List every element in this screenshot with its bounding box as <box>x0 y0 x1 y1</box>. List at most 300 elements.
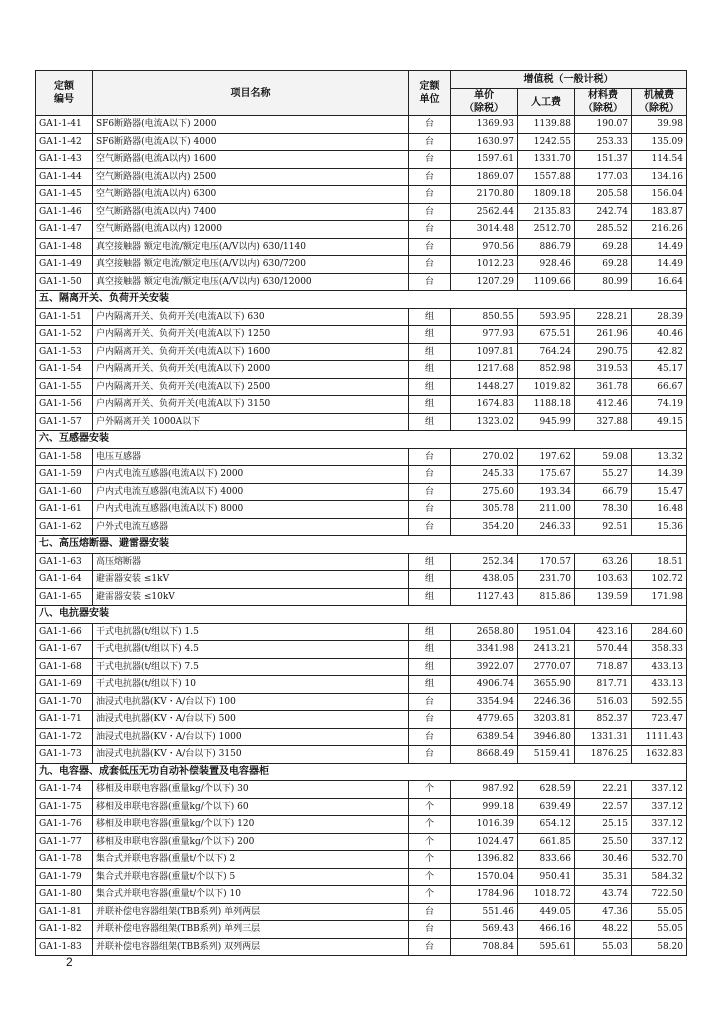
cell-name: 户内式电流互感器(电流A以下) 2000 <box>93 466 409 484</box>
cell-code: GA1-1-47 <box>36 221 93 239</box>
cell-unit: 组 <box>409 343 451 361</box>
section-title: 六、互感器安装 <box>36 431 687 449</box>
cell-code: GA1-1-62 <box>36 518 93 536</box>
cell-machine: 39.98 <box>632 116 687 134</box>
cell-machine: 1632.83 <box>632 746 687 764</box>
cell-machine: 49.15 <box>632 413 687 431</box>
cell-labor: 2135.83 <box>518 203 575 221</box>
cell-unit: 台 <box>409 203 451 221</box>
cell-price: 2170.80 <box>451 186 518 204</box>
cell-material: 177.03 <box>575 168 632 186</box>
cell-code: GA1-1-68 <box>36 658 93 676</box>
cell-material: 69.28 <box>575 256 632 274</box>
cell-price: 1097.81 <box>451 343 518 361</box>
header-material: 材料费 （除税） <box>575 89 632 116</box>
cell-machine: 28.39 <box>632 308 687 326</box>
cell-machine: 114.54 <box>632 151 687 169</box>
table-row <box>36 238 687 256</box>
table-row <box>36 518 687 536</box>
cell-material: 55.03 <box>575 938 632 956</box>
cell-material: 285.52 <box>575 221 632 239</box>
cell-labor: 175.67 <box>518 466 575 484</box>
cell-labor: 1139.88 <box>518 116 575 134</box>
cell-code: GA1-1-78 <box>36 851 93 869</box>
cell-labor: 3655.90 <box>518 676 575 694</box>
cell-labor: 1242.55 <box>518 133 575 151</box>
table-row <box>36 378 687 396</box>
cell-material: 59.08 <box>575 448 632 466</box>
table-row <box>36 151 687 169</box>
cell-machine: 171.98 <box>632 588 687 606</box>
cell-price: 970.56 <box>451 238 518 256</box>
section-row <box>36 606 687 624</box>
cell-unit: 组 <box>409 308 451 326</box>
cell-price: 1630.97 <box>451 133 518 151</box>
cell-labor: 654.12 <box>518 816 575 834</box>
cell-machine: 14.49 <box>632 256 687 274</box>
cell-machine: 723.47 <box>632 711 687 729</box>
cell-labor: 886.79 <box>518 238 575 256</box>
cell-name: 油浸式电抗器(KV・A/台以下) 3150 <box>93 746 409 764</box>
cell-labor: 639.49 <box>518 798 575 816</box>
cell-material: 47.36 <box>575 903 632 921</box>
table-row <box>36 903 687 921</box>
table-body <box>36 116 687 956</box>
cell-machine: 337.12 <box>632 833 687 851</box>
table-row <box>36 256 687 274</box>
cell-code: GA1-1-75 <box>36 798 93 816</box>
cell-unit: 组 <box>409 571 451 589</box>
cell-material: 55.27 <box>575 466 632 484</box>
cell-price: 1674.83 <box>451 396 518 414</box>
cell-labor: 170.57 <box>518 553 575 571</box>
table-row <box>36 221 687 239</box>
cell-unit: 组 <box>409 641 451 659</box>
table-row <box>36 186 687 204</box>
cell-material: 412.46 <box>575 396 632 414</box>
cell-code: GA1-1-65 <box>36 588 93 606</box>
cell-machine: 42.82 <box>632 343 687 361</box>
cell-material: 103.63 <box>575 571 632 589</box>
table-row <box>36 886 687 904</box>
section-title: 七、高压熔断器、避雷器安装 <box>36 536 687 554</box>
cell-price: 6389.54 <box>451 728 518 746</box>
cell-machine: 135.09 <box>632 133 687 151</box>
cell-unit: 台 <box>409 186 451 204</box>
cell-name: 户内式电流互感器(电流A以下) 4000 <box>93 483 409 501</box>
cell-code: GA1-1-73 <box>36 746 93 764</box>
cell-unit: 组 <box>409 676 451 694</box>
cell-machine: 1111.43 <box>632 728 687 746</box>
cell-code: GA1-1-79 <box>36 868 93 886</box>
cell-labor: 1018.72 <box>518 886 575 904</box>
cell-material: 516.03 <box>575 693 632 711</box>
cell-machine: 66.67 <box>632 378 687 396</box>
cell-price: 1323.02 <box>451 413 518 431</box>
cell-unit: 个 <box>409 868 451 886</box>
cell-name: 户内隔离开关、负荷开关(电流A以下) 1600 <box>93 343 409 361</box>
section-row <box>36 763 687 781</box>
cell-labor: 628.59 <box>518 781 575 799</box>
table-row <box>36 588 687 606</box>
table-row <box>36 921 687 939</box>
cell-price: 305.78 <box>451 501 518 519</box>
table-row <box>36 466 687 484</box>
cell-code: GA1-1-54 <box>36 361 93 379</box>
header-name: 项目名称 <box>93 71 409 116</box>
cell-code: GA1-1-44 <box>36 168 93 186</box>
cell-name: 避雷器安装 ≤10kV <box>93 588 409 606</box>
cell-labor: 193.34 <box>518 483 575 501</box>
cell-unit: 组 <box>409 396 451 414</box>
cell-code: GA1-1-67 <box>36 641 93 659</box>
cell-labor: 675.51 <box>518 326 575 344</box>
cell-labor: 764.24 <box>518 343 575 361</box>
cell-code: GA1-1-56 <box>36 396 93 414</box>
cell-unit: 个 <box>409 798 451 816</box>
cell-name: 户内式电流互感器(电流A以下) 8000 <box>93 501 409 519</box>
cell-name: 高压熔断器 <box>93 553 409 571</box>
cell-code: GA1-1-71 <box>36 711 93 729</box>
cell-name: 真空接触器 额定电流/额定电压(A/V以内) 630/7200 <box>93 256 409 274</box>
cell-code: GA1-1-72 <box>36 728 93 746</box>
table-row <box>36 501 687 519</box>
cell-price: 3922.07 <box>451 658 518 676</box>
cell-machine: 74.19 <box>632 396 687 414</box>
cell-material: 852.37 <box>575 711 632 729</box>
cell-unit: 台 <box>409 116 451 134</box>
cell-labor: 595.61 <box>518 938 575 956</box>
cell-machine: 183.87 <box>632 203 687 221</box>
cell-unit: 台 <box>409 221 451 239</box>
cell-labor: 2246.36 <box>518 693 575 711</box>
cell-material: 253.33 <box>575 133 632 151</box>
cell-unit: 台 <box>409 151 451 169</box>
cell-name: 真空接触器 额定电流/额定电压(A/V以内) 630/12000 <box>93 273 409 291</box>
cell-unit: 台 <box>409 238 451 256</box>
table-header <box>36 71 687 116</box>
cell-price: 999.18 <box>451 798 518 816</box>
cell-code: GA1-1-81 <box>36 903 93 921</box>
cell-code: GA1-1-82 <box>36 921 93 939</box>
cell-unit: 台 <box>409 921 451 939</box>
cell-code: GA1-1-83 <box>36 938 93 956</box>
cell-name: 并联补偿电容器组架(TBB系列) 双列两层 <box>93 938 409 956</box>
table-row <box>36 133 687 151</box>
cell-machine: 216.26 <box>632 221 687 239</box>
cell-code: GA1-1-59 <box>36 466 93 484</box>
cell-name: 移相及串联电容器(重量kg/个以下) 120 <box>93 816 409 834</box>
cell-material: 69.28 <box>575 238 632 256</box>
cell-labor: 231.70 <box>518 571 575 589</box>
cell-material: 25.50 <box>575 833 632 851</box>
cell-name: 集合式并联电容器(重量t/个以下) 2 <box>93 851 409 869</box>
cell-material: 22.57 <box>575 798 632 816</box>
cell-labor: 211.00 <box>518 501 575 519</box>
cell-unit: 台 <box>409 448 451 466</box>
section-title: 九、电容器、成套低压无功自动补偿装置及电容器柜 <box>36 763 687 781</box>
table-row <box>36 781 687 799</box>
table-row <box>36 798 687 816</box>
cell-price: 1012.23 <box>451 256 518 274</box>
cell-name: 并联补偿电容器组架(TBB系列) 单列两层 <box>93 903 409 921</box>
cell-machine: 15.36 <box>632 518 687 536</box>
cell-code: GA1-1-69 <box>36 676 93 694</box>
table-row <box>36 816 687 834</box>
cell-unit: 组 <box>409 413 451 431</box>
cell-material: 66.79 <box>575 483 632 501</box>
cell-name: 油浸式电抗器(KV・A/台以下) 500 <box>93 711 409 729</box>
header-code: 定额 编号 <box>36 71 93 116</box>
cell-unit: 台 <box>409 483 451 501</box>
cell-price: 4906.74 <box>451 676 518 694</box>
cell-name: 集合式并联电容器(重量t/个以下) 5 <box>93 868 409 886</box>
cell-price: 275.60 <box>451 483 518 501</box>
cell-name: 空气断路器(电流A以内) 6300 <box>93 186 409 204</box>
cell-name: 移相及串联电容器(重量kg/个以下) 60 <box>93 798 409 816</box>
cell-material: 92.51 <box>575 518 632 536</box>
cell-machine: 358.33 <box>632 641 687 659</box>
cell-labor: 1188.18 <box>518 396 575 414</box>
cell-name: SF6断路器(电流A以下) 2000 <box>93 116 409 134</box>
cell-code: GA1-1-49 <box>36 256 93 274</box>
cell-machine: 13.32 <box>632 448 687 466</box>
cell-unit: 组 <box>409 378 451 396</box>
cell-labor: 950.41 <box>518 868 575 886</box>
table-row <box>36 746 687 764</box>
section-row <box>36 536 687 554</box>
cell-code: GA1-1-41 <box>36 116 93 134</box>
table-row <box>36 711 687 729</box>
cell-unit: 组 <box>409 588 451 606</box>
table-row <box>36 833 687 851</box>
cell-machine: 58.20 <box>632 938 687 956</box>
table-row <box>36 361 687 379</box>
cell-machine: 14.39 <box>632 466 687 484</box>
cell-machine: 337.12 <box>632 798 687 816</box>
cell-labor: 1331.70 <box>518 151 575 169</box>
cell-machine: 16.48 <box>632 501 687 519</box>
cell-machine: 433.13 <box>632 676 687 694</box>
cell-machine: 337.12 <box>632 816 687 834</box>
cell-machine: 14.49 <box>632 238 687 256</box>
cell-price: 8668.49 <box>451 746 518 764</box>
cell-material: 319.53 <box>575 361 632 379</box>
cell-price: 1016.39 <box>451 816 518 834</box>
cell-unit: 台 <box>409 256 451 274</box>
table-row <box>36 676 687 694</box>
cell-price: 4779.65 <box>451 711 518 729</box>
cell-code: GA1-1-60 <box>36 483 93 501</box>
cell-price: 977.93 <box>451 326 518 344</box>
cell-unit: 组 <box>409 623 451 641</box>
cell-labor: 246.33 <box>518 518 575 536</box>
cell-machine: 55.05 <box>632 903 687 921</box>
cell-price: 1570.04 <box>451 868 518 886</box>
cell-unit: 台 <box>409 728 451 746</box>
cell-machine: 337.12 <box>632 781 687 799</box>
cell-price: 438.05 <box>451 571 518 589</box>
cell-price: 1127.43 <box>451 588 518 606</box>
cell-unit: 台 <box>409 693 451 711</box>
cell-labor: 833.66 <box>518 851 575 869</box>
cell-name: 油浸式电抗器(KV・A/台以下) 1000 <box>93 728 409 746</box>
cell-name: 干式电抗器(t/组以下) 7.5 <box>93 658 409 676</box>
header-tax-group: 增值税（一般计税） <box>451 71 687 89</box>
cell-unit: 台 <box>409 518 451 536</box>
cell-material: 25.15 <box>575 816 632 834</box>
cell-code: GA1-1-55 <box>36 378 93 396</box>
cell-labor: 466.16 <box>518 921 575 939</box>
cell-machine: 134.16 <box>632 168 687 186</box>
cell-unit: 台 <box>409 711 451 729</box>
cell-code: GA1-1-48 <box>36 238 93 256</box>
cell-price: 1217.68 <box>451 361 518 379</box>
cell-machine: 16.64 <box>632 273 687 291</box>
cell-code: GA1-1-77 <box>36 833 93 851</box>
cell-unit: 组 <box>409 553 451 571</box>
cell-price: 551.46 <box>451 903 518 921</box>
cell-machine: 592.55 <box>632 693 687 711</box>
cell-code: GA1-1-42 <box>36 133 93 151</box>
cell-material: 327.88 <box>575 413 632 431</box>
cell-code: GA1-1-64 <box>36 571 93 589</box>
cell-name: 集合式并联电容器(重量t/个以下) 10 <box>93 886 409 904</box>
page-number: 2 <box>66 955 73 969</box>
cell-unit: 台 <box>409 746 451 764</box>
cell-labor: 1951.04 <box>518 623 575 641</box>
cell-name: 并联补偿电容器组架(TBB系列) 单列三层 <box>93 921 409 939</box>
cell-code: GA1-1-80 <box>36 886 93 904</box>
cell-code: GA1-1-66 <box>36 623 93 641</box>
cell-material: 43.74 <box>575 886 632 904</box>
cell-unit: 台 <box>409 168 451 186</box>
cell-code: GA1-1-43 <box>36 151 93 169</box>
cell-name: 户外隔离开关 1000A以下 <box>93 413 409 431</box>
cell-price: 2658.80 <box>451 623 518 641</box>
cell-name: 干式电抗器(t/组以下) 10 <box>93 676 409 694</box>
cell-machine: 40.46 <box>632 326 687 344</box>
cell-labor: 197.62 <box>518 448 575 466</box>
cell-labor: 928.46 <box>518 256 575 274</box>
cell-labor: 852.98 <box>518 361 575 379</box>
table-row <box>36 168 687 186</box>
cell-machine: 18.51 <box>632 553 687 571</box>
table-row <box>36 553 687 571</box>
cell-material: 80.99 <box>575 273 632 291</box>
header-price: 单价 （除税） <box>451 89 518 116</box>
cell-name: 移相及串联电容器(重量kg/个以下) 30 <box>93 781 409 799</box>
cell-code: GA1-1-52 <box>36 326 93 344</box>
cell-price: 708.84 <box>451 938 518 956</box>
cell-material: 817.71 <box>575 676 632 694</box>
cell-labor: 2512.70 <box>518 221 575 239</box>
cell-name: 真空接触器 额定电流/额定电压(A/V以内) 630/1140 <box>93 238 409 256</box>
table-row <box>36 326 687 344</box>
cell-material: 151.37 <box>575 151 632 169</box>
table-row <box>36 868 687 886</box>
cell-price: 1024.47 <box>451 833 518 851</box>
cell-labor: 815.86 <box>518 588 575 606</box>
cell-unit: 个 <box>409 781 451 799</box>
cell-material: 261.96 <box>575 326 632 344</box>
cell-price: 1869.07 <box>451 168 518 186</box>
quota-table <box>35 70 687 956</box>
cell-material: 22.21 <box>575 781 632 799</box>
cell-machine: 102.72 <box>632 571 687 589</box>
cell-labor: 1019.82 <box>518 378 575 396</box>
cell-name: 户内隔离开关、负荷开关(电流A以下) 630 <box>93 308 409 326</box>
header-machine: 机械费 （除税） <box>632 89 687 116</box>
cell-unit: 组 <box>409 326 451 344</box>
table-row <box>36 693 687 711</box>
cell-labor: 661.85 <box>518 833 575 851</box>
cell-unit: 个 <box>409 886 451 904</box>
cell-unit: 个 <box>409 833 451 851</box>
cell-price: 3014.48 <box>451 221 518 239</box>
cell-material: 290.75 <box>575 343 632 361</box>
cell-name: 移相及串联电容器(重量kg/个以下) 200 <box>93 833 409 851</box>
cell-machine: 722.50 <box>632 886 687 904</box>
cell-price: 1448.27 <box>451 378 518 396</box>
cell-code: GA1-1-74 <box>36 781 93 799</box>
cell-price: 245.33 <box>451 466 518 484</box>
section-row <box>36 431 687 449</box>
cell-machine: 45.17 <box>632 361 687 379</box>
cell-code: GA1-1-63 <box>36 553 93 571</box>
cell-price: 270.02 <box>451 448 518 466</box>
cell-unit: 台 <box>409 903 451 921</box>
cell-name: 干式电抗器(t/组以下) 1.5 <box>93 623 409 641</box>
table-row <box>36 343 687 361</box>
cell-price: 1207.29 <box>451 273 518 291</box>
table-row <box>36 116 687 134</box>
cell-labor: 945.99 <box>518 413 575 431</box>
cell-price: 2562.44 <box>451 203 518 221</box>
cell-material: 1331.31 <box>575 728 632 746</box>
table-row <box>36 203 687 221</box>
cell-material: 30.46 <box>575 851 632 869</box>
cell-price: 850.55 <box>451 308 518 326</box>
cell-machine: 433.13 <box>632 658 687 676</box>
cell-machine: 55.05 <box>632 921 687 939</box>
cell-machine: 156.04 <box>632 186 687 204</box>
cell-labor: 5159.41 <box>518 746 575 764</box>
cell-material: 361.78 <box>575 378 632 396</box>
cell-material: 139.59 <box>575 588 632 606</box>
cell-code: GA1-1-58 <box>36 448 93 466</box>
cell-material: 205.58 <box>575 186 632 204</box>
cell-name: 户内隔离开关、负荷开关(电流A以下) 2000 <box>93 361 409 379</box>
cell-material: 242.74 <box>575 203 632 221</box>
cell-labor: 1109.66 <box>518 273 575 291</box>
cell-name: 户内隔离开关、负荷开关(电流A以下) 1250 <box>93 326 409 344</box>
cell-material: 718.87 <box>575 658 632 676</box>
cell-name: 空气断路器(电流A以内) 2500 <box>93 168 409 186</box>
cell-machine: 584.32 <box>632 868 687 886</box>
cell-unit: 台 <box>409 938 451 956</box>
cell-material: 190.07 <box>575 116 632 134</box>
cell-name: SF6断路器(电流A以下) 4000 <box>93 133 409 151</box>
header-unit: 定额 单位 <box>409 71 451 116</box>
cell-unit: 台 <box>409 466 451 484</box>
cell-machine: 284.60 <box>632 623 687 641</box>
cell-machine: 15.47 <box>632 483 687 501</box>
cell-price: 569.43 <box>451 921 518 939</box>
cell-price: 1597.61 <box>451 151 518 169</box>
section-title: 五、隔离开关、负荷开关安装 <box>36 291 687 309</box>
cell-name: 户内隔离开关、负荷开关(电流A以下) 2500 <box>93 378 409 396</box>
